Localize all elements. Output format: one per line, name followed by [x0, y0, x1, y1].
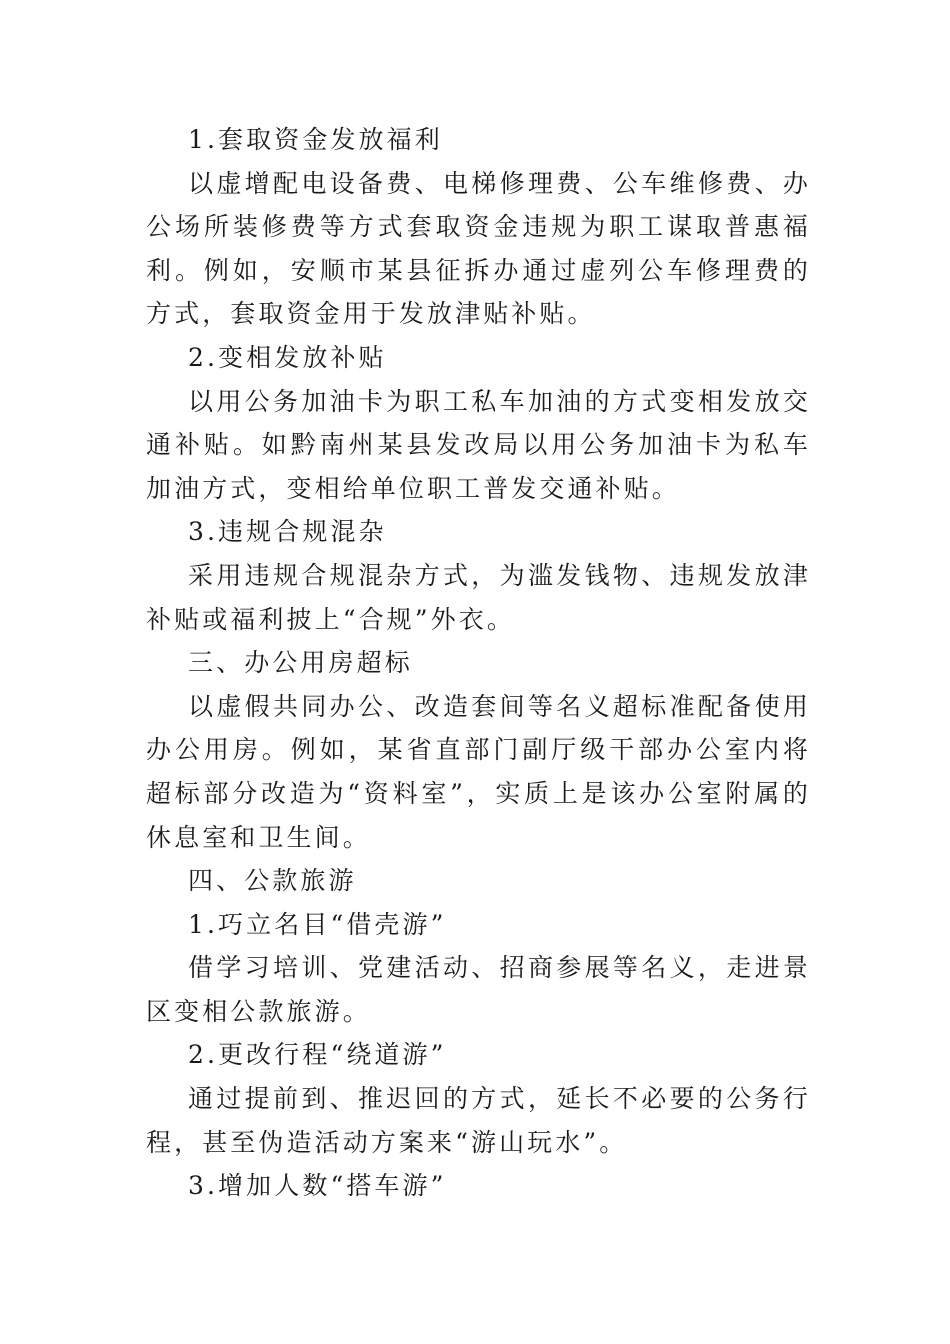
heading-1-misappropriate-funds: 1.套取资金发放福利	[188, 125, 443, 154]
section-heading-public-travel: 四、公款旅游	[188, 866, 357, 896]
heading-2-disguised-subsidies: 2.变相发放补贴	[188, 342, 387, 372]
heading-3-mixed-compliance: 3.违规合规混杂	[188, 517, 387, 547]
heading-2-detour-travel: 2.更改行程“绕道游”	[188, 1040, 447, 1070]
heading-3-extra-people-travel: 3.增加人数“搭车游”	[188, 1171, 447, 1201]
paragraph-disguised-subsidies: 以用公务加油卡为职工私车加油的方式变相发放交通补贴。如黔南州某县发改局以用公务加油卡为私车加油方式，变相给单位职工普发交通补贴。	[146, 386, 811, 503]
paragraph-misappropriate-funds: 以虚增配电设备费、电梯修理费、公车维修费、办公场所装修费等方式套取资金违规为职工谋取普惠福利。例如，安顺市某县征拆办通过虚列公车修理费的方式，套取资金用于发放津贴补贴。	[146, 168, 811, 329]
paragraph-detour-travel: 通过提前到、推迟回的方式，延长不必要的公务行程，甚至伪造活动方案来“游山玩水”。	[146, 1084, 811, 1157]
paragraph-office-space: 以虚假共同办公、改造套间等名义超标准配备使用办公用房。例如，某省直部门副厅级干部办公室内将超标部分改造为“资料室”，实质上是该办公室附属的休息室和卫生间。	[146, 691, 811, 852]
section-heading-office-space: 三、办公用房超标	[188, 648, 413, 678]
paragraph-pretext-travel: 借学习培训、党建活动、招商参展等名义，走进景区变相公款旅游。	[146, 953, 811, 1026]
heading-1-pretext-travel: 1.巧立名目“借壳游”	[188, 909, 447, 939]
document-body	[146, 118, 811, 1208]
paragraph-mixed-compliance: 采用违规合规混杂方式，为滥发钱物、违规发放津补贴或福利披上“合规”外衣。	[146, 560, 811, 634]
